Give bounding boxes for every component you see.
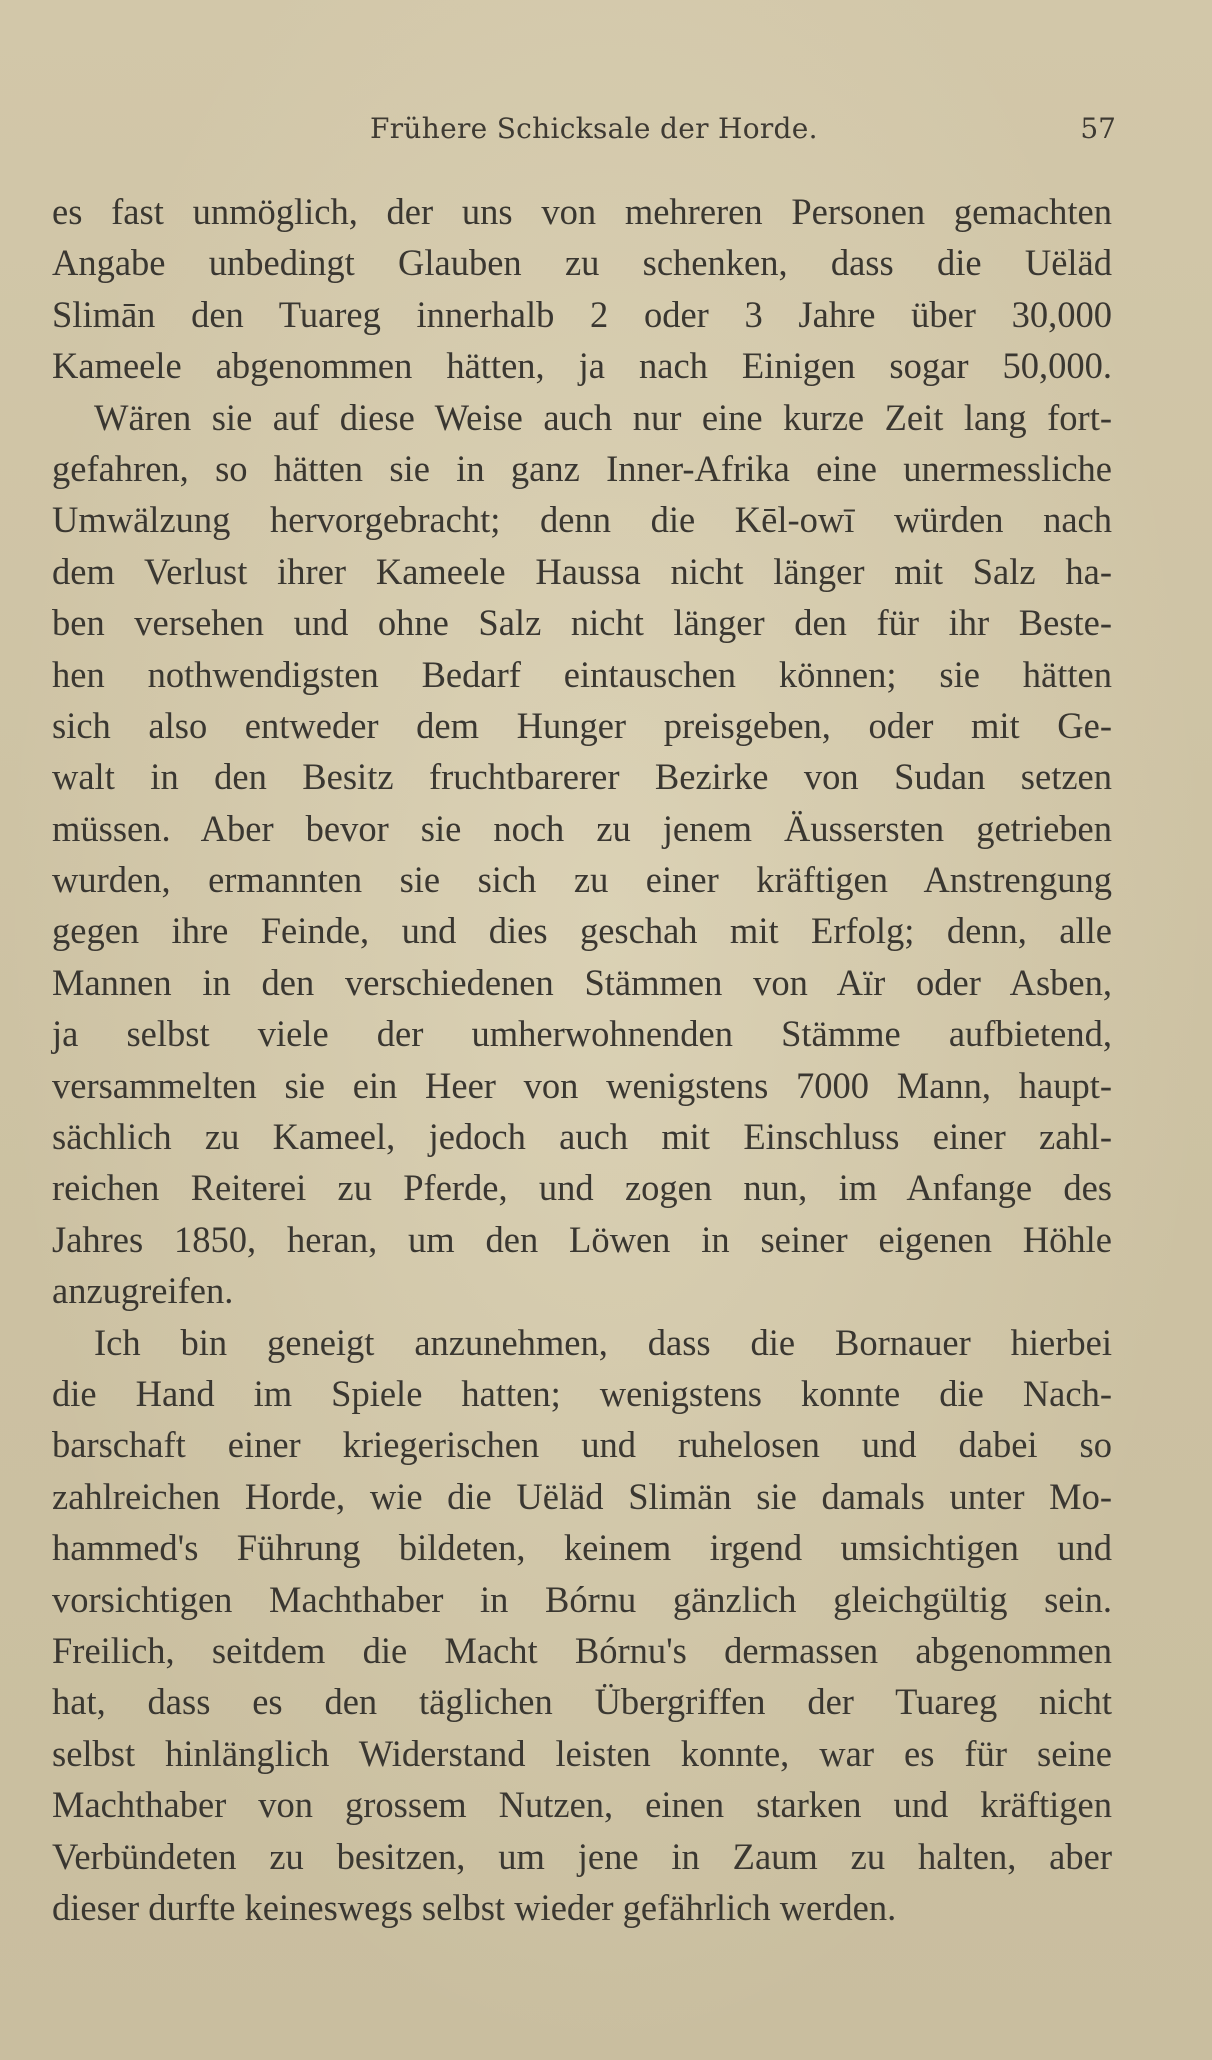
body-text [52,186,1112,1933]
text-line: vorsichtigen Machthaber in Bórnu gänzlich gleichgültig sein. [52,1578,1112,1620]
text-line: Freilich, seitdem die Macht Bórnu's dermassen abgenommen [52,1629,1112,1671]
text-line: anzugreifen. [52,1270,234,1312]
text-line: die Hand im Spiele hatten; wenigstens konnte die Nach- [52,1372,1112,1414]
text-line: hat, dass es den täglichen Übergriffen der Tuareg nicht [52,1681,1112,1723]
text-line: Verbündeten zu besitzen, um jene in Zaum zu halten, aber [52,1835,1112,1877]
text-line: versammelten sie ein Heer von wenigstens 7000 Mann, haupt- [52,1064,1112,1106]
text-line: Machthaber von grossem Nutzen, einen starken und kräftigen [52,1784,1112,1826]
text-line: Ich bin geneigt anzunehmen, dass die Bornauer hierbei [94,1321,1112,1363]
text-line: gegen ihre Feinde, und dies geschah mit Erfolg; denn, alle [52,910,1112,952]
text-line: sächlich zu Kameel, jedoch auch mit Einschluss einer zahl- [52,1116,1112,1158]
text-line: ben versehen und ohne Salz nicht länger den für ihr Beste- [52,602,1112,644]
text-line: Mannen in den verschiedenen Stämmen von Aïr oder Asben, [52,961,1112,1003]
text-line: dieser durfte keineswegs selbst wieder gefährlich werden. [52,1886,897,1928]
text-line: müssen. Aber bevor sie noch zu jenem Äussersten getrieben [52,807,1112,849]
text-line: Angabe unbedingt Glauben zu schenken, dass die Uëläd [52,242,1112,284]
text-line: gefahren, so hätten sie in ganz Inner-Afrika eine unermessliche [52,447,1112,489]
text-line: Slimān den Tuareg innerhalb 2 oder 3 Jahre über 30,000 [52,293,1112,335]
text-line: hammed's Führung bildeten, keinem irgend umsichtigen und [52,1527,1112,1569]
text-line: ja selbst viele der umherwohnenden Stämme aufbietend, [52,1013,1112,1055]
text-line: dem Verlust ihrer Kameele Haussa nicht länger mit Salz ha- [52,550,1112,592]
page-header [0,112,1212,152]
page-number: 57 [1080,112,1116,145]
text-line: Kameele abgenommen hätten, ja nach Einigen sogar 50,000. [52,345,1112,387]
text-line: sich also entweder dem Hunger preisgeben, oder mit Ge- [52,704,1112,746]
text-line: reichen Reiterei zu Pferde, und zogen nun, im Anfange des [52,1167,1112,1209]
text-line: Jahres 1850, heran, um den Löwen in seiner eigenen Höhle [52,1218,1112,1260]
text-line: barschaft einer kriegerischen und ruhelosen und dabei so [52,1424,1112,1466]
text-line: hen nothwendigsten Bedarf eintauschen können; sie hätten [52,653,1112,695]
text-line: walt in den Besitz fruchtbarerer Bezirke von Sudan setzen [52,756,1112,798]
text-line: wurden, ermannten sie sich zu einer kräftigen Anstrengung [52,859,1112,901]
text-line: Wären sie auf diese Weise auch nur eine kurze Zeit lang fort- [94,396,1112,438]
text-line: selbst hinlänglich Widerstand leisten konnte, war es für seine [52,1732,1112,1774]
text-line: es fast unmöglich, der uns von mehreren Personen gemachten [52,191,1112,232]
text-line: zahlreichen Horde, wie die Uëläd Slimän sie damals unter Mo- [52,1475,1112,1517]
text-line: Umwälzung hervorgebracht; denn die Kēl-owī würden nach [52,499,1112,541]
running-title: Frühere Schicksale der Horde. [370,112,818,145]
